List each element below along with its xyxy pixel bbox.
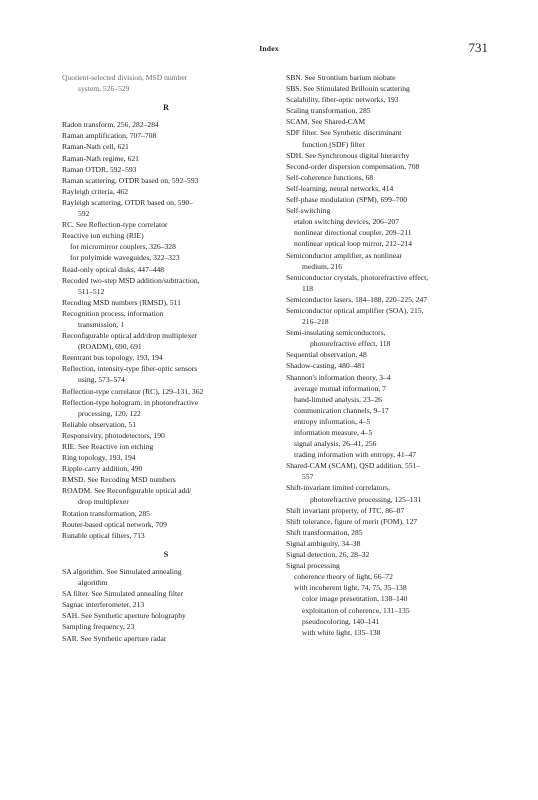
index-entry: Reliable observation, 51 [62, 419, 137, 429]
index-subentry: transmission, 1 [78, 319, 124, 329]
index-entry: Raman OTDR, 592–593 [62, 164, 137, 174]
index-entry: Read-only optical disks, 447–448 [62, 264, 165, 274]
index-subentry: for micromirror couplers, 326–328 [70, 242, 176, 252]
index-entry: Responsivity, photodetectors, 190 [62, 430, 165, 440]
index-subentry: with incoherent light, 74, 75, 35–138 [294, 583, 407, 593]
index-subentry: nonlinear directional coupler, 209–211 [294, 228, 412, 238]
index-subentry: 592 [78, 209, 90, 219]
index-subentry: coherence theory of light, 66–72 [294, 572, 393, 582]
index-entry: Ripple-carry addition, 490 [62, 464, 143, 474]
index-entry: SAR. See Synthetic aperture radar [62, 633, 167, 643]
index-subentry: 557 [302, 472, 314, 482]
index-entry: SCAM. See Shared-CAM [286, 117, 366, 127]
index-entry: Raman-Nath regime, 621 [62, 153, 139, 163]
index-entry: Shift-invariant limited correlators, [286, 483, 390, 493]
index-entry: Semiconductor crystals, photorefractive effect, [286, 272, 429, 282]
index-entry: Semiconductor optical amplifier (SOA), 215, [286, 305, 424, 315]
index-entry: Scalability, fiber-optic networks, 193 [286, 95, 399, 105]
index-subentry: trading information with entropy, 41–47 [294, 450, 417, 460]
index-entry: RMSD. See Recoding MSD numbers [62, 475, 176, 485]
page-title: Index [259, 44, 279, 53]
index-subentry: photorefractive processing, 125–131 [310, 494, 422, 504]
index-entry: Router-based optical network, 709 [62, 519, 167, 529]
index-entry: Sequential observation, 48 [286, 350, 367, 360]
index-entry: ROADM. See Reconfigurable optical add/ [62, 486, 192, 496]
index-entry: Rayleigh scattering, OTDR based on, 590– [62, 197, 193, 207]
index-entry: Reactive ion etching (RIE) [62, 231, 144, 241]
index-entry: Raman-Nath cell, 621 [62, 142, 129, 152]
index-entry: Self-phase modulation (SPM), 699–700 [286, 195, 408, 205]
index-entry: Ring topology, 193, 194 [62, 453, 136, 463]
index-subentry: drop multiplexer [78, 497, 129, 507]
index-entry: Sampling frequency, 23 [62, 622, 135, 632]
index-entry: Recognition process, information [62, 308, 164, 318]
index-entry: Reflection, intensity-type fiber-optic sensors [62, 364, 198, 374]
index-subentry: band-limited analysis, 23–26 [294, 394, 382, 404]
index-subentry: medium, 216 [302, 261, 343, 271]
index-subentry: 216–218 [302, 317, 329, 327]
index-subentry: color image presentation, 138–140 [302, 594, 408, 604]
index-subentry: pseudocoloring, 140–141 [302, 616, 380, 626]
index-entry: SAH. See Synthetic aperture holography [62, 611, 186, 621]
index-entry: Shared-CAM (SCAM), QSD addition, 551– [286, 461, 421, 471]
index-entry: Sagnac interferometer, 213 [62, 600, 145, 610]
index-entry: SBN. See Strontium barium niobate [286, 73, 396, 82]
index-entry: Shift transformation, 285 [286, 527, 363, 537]
index-subentry: information measure, 4–5 [294, 428, 373, 437]
index-entry: Self-switching [286, 206, 331, 216]
index-subentry: with white light, 135–138 [302, 627, 381, 637]
index-entry: Reentrant bus topology, 193, 194 [62, 353, 163, 363]
index-entry: Signal detection, 26, 28–32 [286, 550, 370, 560]
index-entry: Runable optical filters, 713 [62, 530, 145, 540]
index-entry: Rayleigh criteria, 462 [62, 186, 129, 196]
index-subentry: 511–512 [78, 286, 105, 296]
index-subentry: signal analysis, 26–41, 256 [294, 439, 377, 449]
index-subentry: communication channels, 9–17 [294, 405, 389, 415]
index-subentry: system, 526–529 [78, 84, 130, 94]
section-letter: R [163, 103, 169, 113]
index-entry: Semiconductor lasers, 184–188, 220–225, 247 [286, 294, 428, 304]
index-entry: Quotient-selected division, MSD number [62, 73, 188, 82]
index-left-column [62, 72, 270, 644]
index-subentry: entropy information, 4–5 [294, 416, 371, 426]
index-entry: SDF filter. See Synthetic discriminant [286, 128, 402, 138]
index-subentry: average mutual information, 7 [294, 383, 386, 393]
index-entry: Recoded two-step MSD addition/subtraction, [62, 275, 200, 285]
page-number: 731 [468, 40, 488, 55]
index-entry: SDH. See Synchronous digital hierarchy [286, 150, 410, 160]
index-entry: Reflection-type correlator (RC), 129–131, 362 [62, 386, 204, 396]
index-entry: Shift invariant property, of JTC, 86–87 [286, 505, 405, 515]
index-subentry: function (SDF) filter [302, 139, 365, 149]
index-entry: Signal processing [286, 561, 340, 571]
index-right-column [286, 72, 500, 638]
index-subentry: photorefractive effect, 118 [310, 339, 391, 349]
index-entry: SBS. See Stimulated Brillouin scattering [286, 84, 410, 94]
index-entry: Semiconductor amplifier, as nonlinear [286, 250, 403, 260]
index-subentry: nonlinear optical loop mirror, 212–214 [294, 239, 413, 249]
index-entry: RC. See Reflection-type correlator [62, 220, 168, 230]
index-entry: Reflection-type hologram, in photorefractive [62, 397, 199, 407]
index-entry: Raman scattering, OTDR based on, 592–593 [62, 175, 199, 185]
index-subentry: (ROADM), 690, 691 [78, 342, 142, 352]
index-entry: Reconfigurable optical add/drop multiplexer [62, 331, 198, 341]
index-entry: Radon transform, 256, 282–284 [62, 120, 159, 130]
index-subentry: using, 573–574 [78, 375, 125, 385]
index-entry: Shannon's information theory, 3–4 [286, 372, 391, 382]
index-subentry: 118 [302, 283, 314, 293]
index-subentry: exploitation of coherence, 131–135 [302, 605, 410, 615]
index-entry: Second-order dispersion compensation, 708 [286, 161, 420, 171]
index-subentry: processing, 120, 122 [78, 408, 141, 418]
index-entry: SA filter. See Simulated annealing filter [62, 589, 184, 599]
index-entry: Self-learning, neural networks, 414 [286, 183, 394, 193]
index-entry: Scaling transformation, 285 [286, 106, 371, 116]
index-subentry: etalon switching devices, 206–207 [294, 217, 400, 227]
index-subentry: algorithm [78, 578, 108, 588]
index-entry: Shift tolerance, figure of merit (FOM), 127 [286, 516, 418, 526]
index-subentry: for polyimide waveguides, 322–323 [70, 253, 180, 263]
index-entry: Rotation transformation, 285 [62, 508, 150, 518]
section-letter: S [163, 549, 169, 559]
index-entry: Signal ambiguity, 34–38 [286, 538, 361, 548]
index-entry: SA algorithm. See Simulated annealing [62, 566, 182, 576]
index-entry: Semi-insulating semiconductors, [286, 328, 386, 338]
index-entry: Recoding MSD numbers (RMSD), 511 [62, 297, 181, 307]
index-entry: RIE. See Reactive ion etching [62, 442, 154, 451]
index-entry: Shadow-casting, 480–481 [286, 361, 365, 371]
index-entry: Raman amplification, 707–708 [62, 131, 157, 141]
index-entry: Self-coherence functions, 68 [286, 172, 374, 182]
